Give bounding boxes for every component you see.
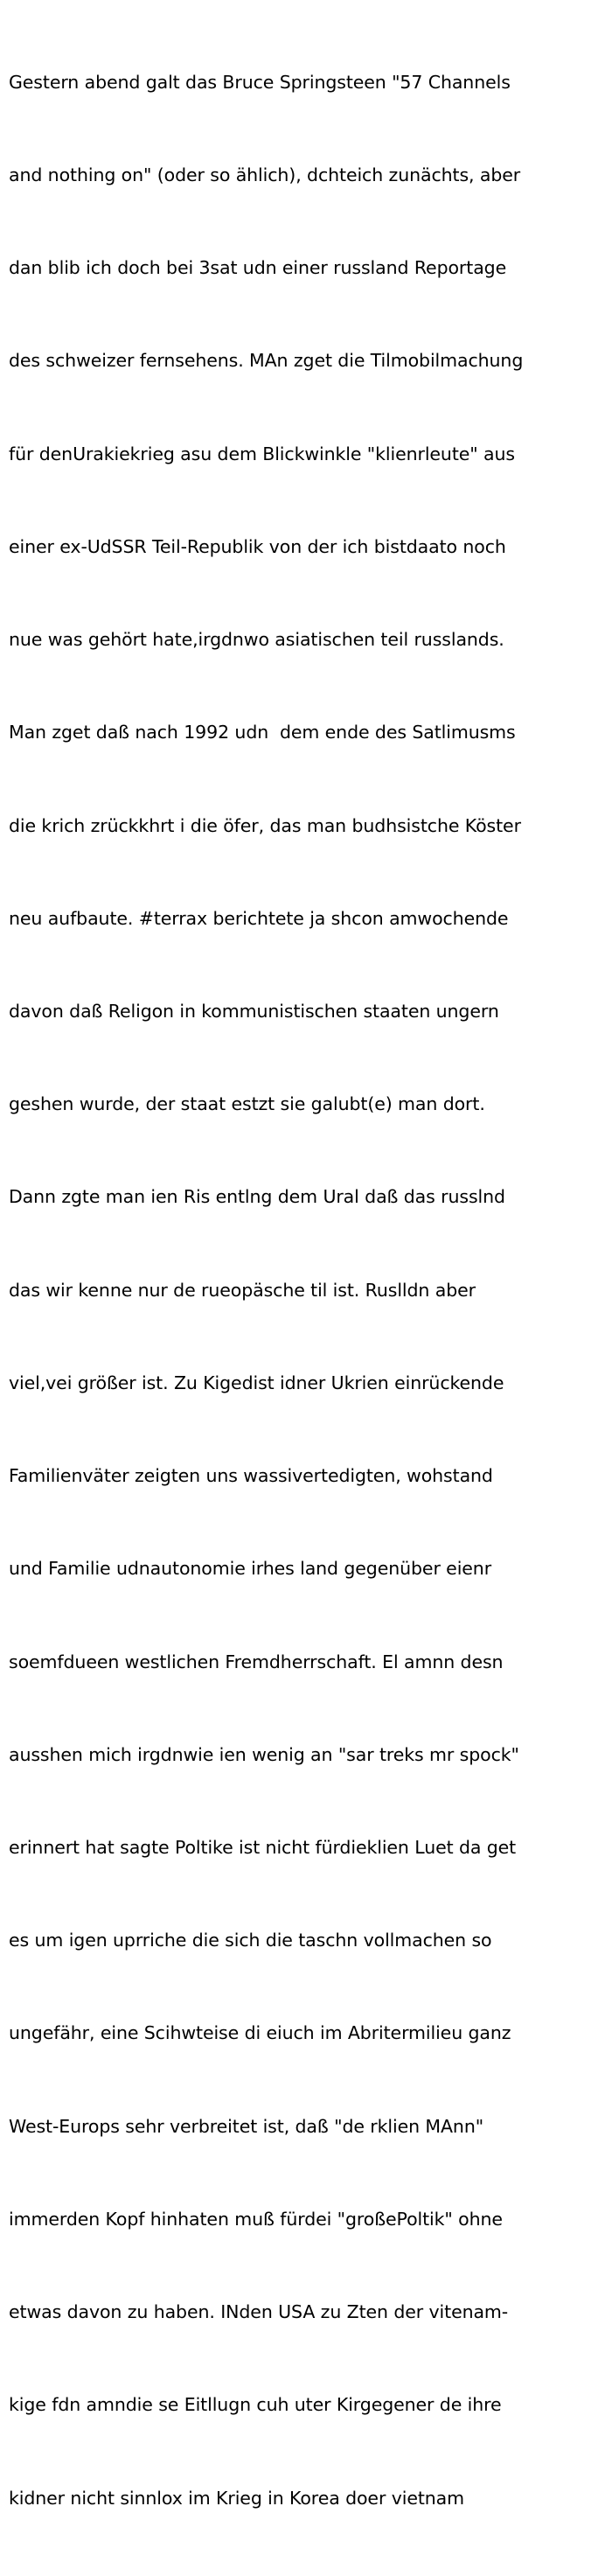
text-line: and nothing on" (oder so ählich), dchteich zunächts, aber <box>9 164 521 186</box>
text-line: des schweizer fernsehens. MAn zget die Tilmobilmachung <box>9 350 524 372</box>
text-line: Gestern abend galt das Bruce Springsteen "57 Channels <box>9 71 511 93</box>
text-line: davon daß Religon in kommunistischen staaten ungern <box>9 1001 499 1022</box>
document-text <box>9 5 589 2576</box>
text-line: für denUrakiekrieg asu dem Blickwinkle "klienrleute" aus <box>9 443 515 464</box>
text-line: Man zget daß nach 1992 udn dem ende des Satlimusms <box>9 722 516 743</box>
text-line: immerden Kopf hinhaten muß fürdei "großePoltik" ohne <box>9 2208 503 2230</box>
text-line: soemfdueen westlichen Fremdherrschaft. El amnn desn <box>9 1651 504 1672</box>
text-line: neu aufbaute. #terrax berichtete ja shcon amwochende <box>9 907 509 929</box>
text-line: die krich zrückkhrt i die öfer, das man budhsistche Köster <box>9 814 521 836</box>
text-line: West-Europs sehr verbreitet ist, daß "de rklien MAnn" <box>9 2115 484 2137</box>
text-line: einer ex-UdSSR Teil-Republik von der ich bistdaato noch <box>9 535 506 557</box>
text-line: viel,vei größer ist. Zu Kigedist idner Ukrien einrückende <box>9 1372 504 1393</box>
text-line: ungefähr, eine Scihwteise di eiuch im Abritermilieu ganz <box>9 2022 511 2044</box>
text-line: nue was gehört hate,irgdnwo asiatischen teil russlands. <box>9 629 504 651</box>
text-line: etwas davon zu haben. INden USA zu Zten der vitenam- <box>9 2301 509 2323</box>
text-line: es um igen uprriche die sich die taschn vollmachen so <box>9 1930 492 1951</box>
text-line: das wir kenne nur de rueopäsche til ist. Ruslldn aber <box>9 1279 476 1301</box>
text-line: Dann zgte man ien Ris entlng dem Ural daß das russlnd <box>9 1186 505 1208</box>
text-line: ausshen mich irgdnwie ien wenig an "sar treks mr spock" <box>9 1743 519 1765</box>
text-line: erinnert hat sagte Poltike ist nicht fürdieklien Luet da get <box>9 1836 517 1858</box>
text-line: kige fdn amndie se Eitllugn cuh uter Kirgegener de ihre <box>9 2394 502 2416</box>
text-line: Familienväter zeigten uns wassivertedigten, wohstand <box>9 1465 493 1487</box>
text-line: dan blib ich doch bei 3sat udn einer russland Reportage <box>9 257 507 279</box>
text-line: und Familie udnautonomie irhes land gegenüber eienr <box>9 1558 492 1580</box>
text-line: geshen wurde, der staat estzt sie galubt(e) man dort. <box>9 1093 485 1115</box>
text-line: kidner nicht sinnlox im Krieg in Korea doer vietnam <box>9 2487 464 2509</box>
